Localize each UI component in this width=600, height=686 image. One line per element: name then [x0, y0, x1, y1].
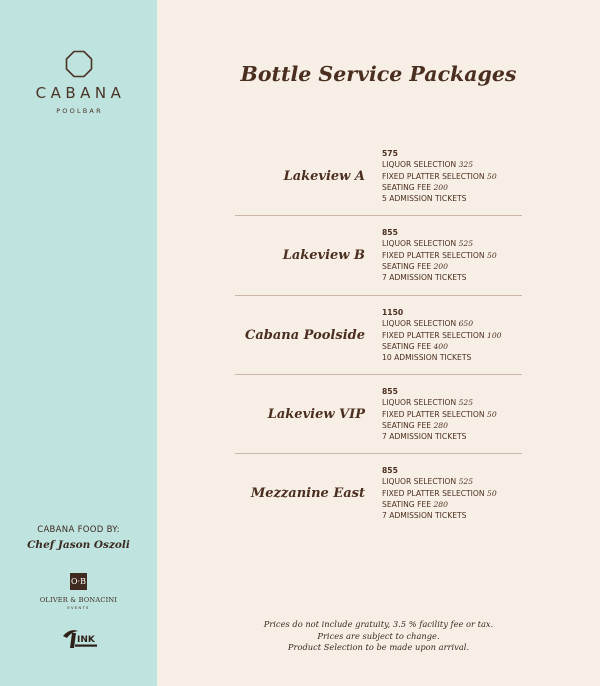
tickets-line: 7 ADMISSION TICKETS: [382, 511, 467, 521]
ob-name: OLIVER & BONACINI: [39, 596, 118, 604]
package-lakeview-b: [237, 216, 522, 295]
liquor-line: LIQUOR SELECTION 650: [382, 319, 474, 329]
liquor-line: LIQUOR SELECTION 525: [382, 398, 474, 408]
ink-entertainment-logo: [60, 626, 100, 652]
platter-line: FIXED PLATTER SELECTION 100: [382, 330, 502, 340]
package-price: 855: [382, 466, 398, 475]
package-details: [382, 148, 497, 204]
cabana-logo: [0, 50, 157, 115]
tickets-line: 5 ADMISSION TICKETS: [382, 194, 467, 204]
package-details: [382, 227, 497, 283]
package-mezzanine-east: [237, 454, 522, 533]
package-lakeview-a: [237, 137, 522, 216]
package-price: 855: [382, 228, 398, 237]
oliver-bonacini-logo: [0, 573, 157, 610]
sidebar: [0, 0, 157, 686]
tickets-line: 10 ADMISSION TICKETS: [382, 353, 472, 363]
chef-name: Chef Jason Oszoli: [27, 539, 130, 551]
footer-line: Prices do not include gratuity, 3.5 % facility fee or tax.: [263, 619, 494, 629]
liquor-line: LIQUOR SELECTION 525: [382, 239, 474, 249]
ob-mark-icon: O·B: [70, 573, 87, 590]
package-name: Lakeview B: [282, 248, 365, 263]
package-lakeview-vip: [237, 375, 522, 454]
package-details: [382, 307, 502, 363]
platter-line: FIXED PLATTER SELECTION 50: [382, 488, 497, 498]
seating-line: SEATING FEE 280: [382, 499, 448, 509]
package-name: Lakeview VIP: [267, 407, 365, 422]
tickets-line: 7 ADMISSION TICKETS: [382, 432, 467, 442]
platter-line: FIXED PLATTER SELECTION 50: [382, 409, 497, 419]
seating-line: SEATING FEE 280: [382, 420, 448, 430]
package-details: [382, 465, 497, 521]
package-name: Mezzanine East: [250, 486, 365, 501]
package-details: [382, 386, 497, 442]
footer-line: Prices are subject to change.: [317, 630, 440, 641]
seating-line: SEATING FEE 400: [382, 341, 448, 351]
package-price: 575: [382, 149, 398, 158]
footer-line: Product Selection to be made upon arrival.: [287, 642, 470, 652]
package-price: 855: [382, 387, 398, 396]
package-name: Cabana Poolside: [244, 328, 365, 343]
tickets-line: 7 ADMISSION TICKETS: [382, 273, 467, 283]
liquor-line: LIQUOR SELECTION 325: [382, 160, 474, 170]
page-title: Bottle Service Packages: [240, 62, 517, 86]
brand-name: CABANA: [35, 84, 126, 102]
package-price: 1150: [382, 308, 404, 317]
liquor-line: LIQUOR SELECTION 525: [382, 477, 474, 487]
octagon-icon: [65, 50, 93, 78]
platter-line: FIXED PLATTER SELECTION 50: [382, 250, 497, 260]
seating-line: SEATING FEE 200: [382, 182, 448, 192]
package-cabana-poolside: [237, 296, 522, 375]
platter-line: FIXED PLATTER SELECTION 50: [382, 171, 497, 181]
seating-line: SEATING FEE 200: [382, 261, 448, 271]
svg-text:INK: INK: [77, 635, 95, 645]
food-credit: [0, 525, 157, 551]
food-by-label: CABANA FOOD BY:: [37, 525, 120, 535]
pricing-notes: [157, 619, 600, 654]
main-content: [157, 0, 600, 686]
ob-subtitle: EVENTS: [67, 605, 90, 610]
brand-subtitle: POOLBAR: [56, 107, 103, 115]
package-name: Lakeview A: [283, 169, 365, 184]
